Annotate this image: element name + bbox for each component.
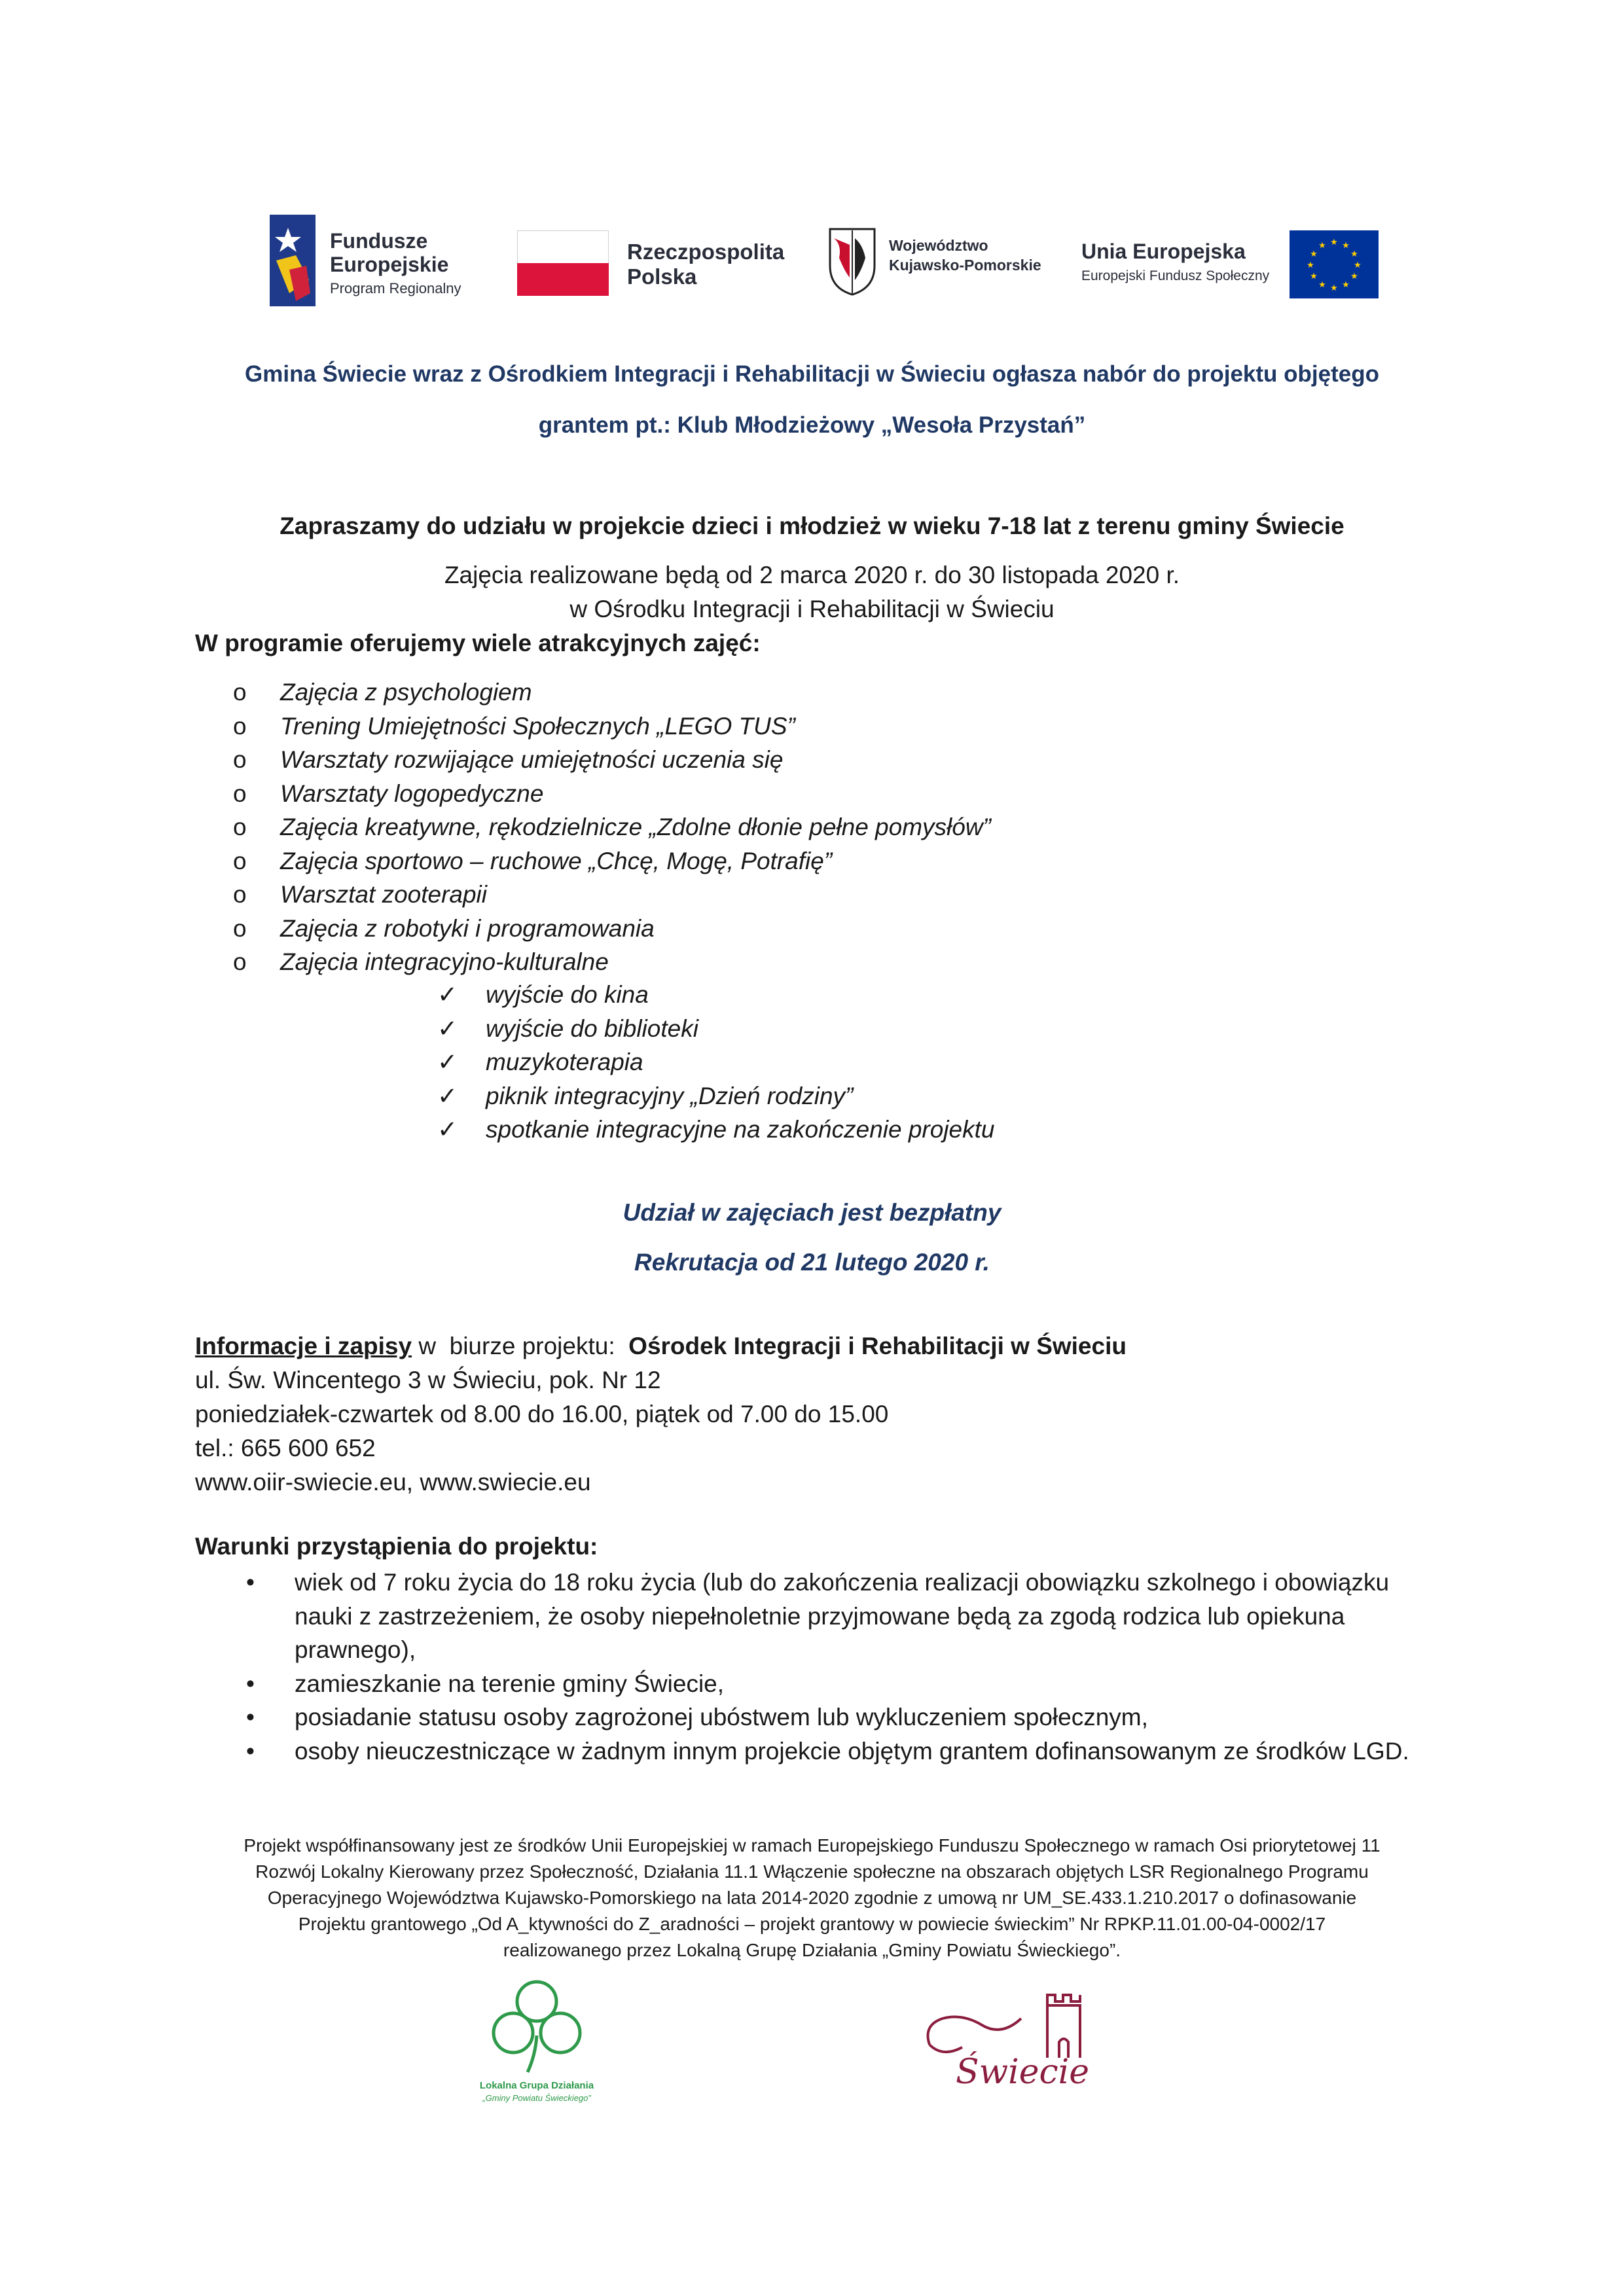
funding-footer <box>183 1833 1441 1964</box>
dates-text: Zajęcia realizowane będą od 2 marca 2020 r. do 30 listopada 2020 r. <box>444 562 1180 588</box>
fe-line3: Program Regionalny <box>330 280 461 296</box>
list-item: • osoby nieuczestniczące w żadnym innym projekcie objętym grantem dofinansowanym ze środków LGD. <box>246 1734 1424 1768</box>
list-item: • posiadanie statusu osoby zagrożonej ubóstwem lub wykluczeniem społecznym, <box>246 1700 1424 1734</box>
list-item: • zamieszkanie na terenie gminy Świecie, <box>246 1667 1424 1701</box>
info-mid: w biurze projektu: <box>412 1333 629 1359</box>
svg-text:★: ★ <box>1342 241 1350 251</box>
header-line-2: grantem pt.: Klub Młodzieżowy „Wesoła Przystań” <box>538 412 1086 438</box>
svg-text:★: ★ <box>1330 283 1338 293</box>
checkmark-icon: ✓ <box>437 1082 458 1109</box>
place-text: w Ośrodku Integracji i Rehabilitacji w Świeciu <box>569 596 1055 622</box>
city-name: Świecie <box>956 2053 1090 2092</box>
ue-line2: Europejski Fundusz Społeczny <box>1081 268 1270 283</box>
footer-line-4: Projektu grantowego „Od A_ktywności do Z_aradności – projekt grantowy w powiecie świeckim” Nr RPKP.11.01.00-04-0002/17 <box>298 1914 1326 1934</box>
ue-line1: Unia Europejska <box>1081 240 1246 263</box>
list-marker: o <box>233 881 247 908</box>
fe-flag-icon <box>270 215 316 306</box>
svg-text:★: ★ <box>1350 272 1358 281</box>
svg-text:★: ★ <box>1310 272 1318 281</box>
list-marker: o <box>233 948 247 975</box>
list-marker: o <box>233 814 247 840</box>
checkmark-icon: ✓ <box>437 1049 458 1075</box>
fe-line2: Europejskie <box>330 253 449 276</box>
logo-rzeczpospolita-polska <box>517 230 792 296</box>
logo-unia-europejska <box>1081 230 1382 298</box>
svg-text:★: ★ <box>1310 249 1318 259</box>
castle-scroll-icon <box>916 1979 1100 2064</box>
logo-swiecie <box>916 1979 1100 2104</box>
list-marker: o <box>233 847 247 874</box>
svg-text:★: ★ <box>1318 241 1326 251</box>
checkmark-icon: ✓ <box>437 1116 458 1143</box>
footer-line-1: Projekt współfinansowany jest ze środków Unii Europejskiej w ramach Europejskiego Funduszu Społecznego w ramach Osi priorytetowej 11 <box>244 1835 1380 1856</box>
footer-line-5: realizowanego przez Lokalną Grupę Działania „Gminy Powiatu Świeckiego”. <box>503 1940 1121 1960</box>
footer-line-2: Rozwój Lokalny Kierowany przez Społeczność, Działania 11.1 Włączenie społeczne na obszarach objętych LSR Regionalnego Programu <box>255 1861 1369 1882</box>
svg-text:★: ★ <box>1350 249 1358 259</box>
kp-line1: Województwo <box>889 237 988 254</box>
conditions-heading: Warunki przystąpienia do projektu: <box>195 1533 598 1560</box>
fe-line1: Fundusze <box>330 229 428 253</box>
kp-line2: Kujawsko-Pomorskie <box>889 257 1041 274</box>
lgd-line-2: „Gminy Powiatu Świeckiego” <box>482 2093 591 2103</box>
svg-text:★: ★ <box>1330 238 1338 247</box>
svg-text:★: ★ <box>1342 280 1350 290</box>
info-line <box>195 1333 1127 1360</box>
clover-icon <box>484 1977 589 2075</box>
bullet-marker: • <box>246 1670 255 1697</box>
free-note: Udział w zajęciach jest bezpłatny <box>623 1199 1001 1226</box>
coat-of-arms-icon <box>826 225 878 297</box>
svg-text:★: ★ <box>1307 260 1314 270</box>
list-marker: o <box>233 780 247 807</box>
invite-text: Zapraszamy do udziału w projekcie dzieci i młodzież w wieku 7-18 lat z terenu gminy Świecie <box>280 512 1344 539</box>
phone-text: tel.: 665 600 652 <box>195 1435 376 1462</box>
rp-line1: Rzeczpospolita <box>627 240 785 264</box>
info-label: Informacje i zapisy <box>195 1333 412 1359</box>
footer-line-3: Operacyjnego Województwa Kujawsko-Pomorskiego na lata 2014-2020 zgodnie z umową nr UM_SE.433.1.210.2017 o dofinasowanie <box>267 1888 1357 1908</box>
lgd-line-1: Lokalna Grupa Działania <box>479 2080 594 2091</box>
list-marker: o <box>233 746 247 773</box>
svg-text:★: ★ <box>1318 280 1326 290</box>
program-heading: W programie oferujemy wiele atrakcyjnych zajęć: <box>195 630 761 656</box>
recruitment-date: Rekrutacja od 21 lutego 2020 r. <box>634 1249 990 1276</box>
bullet-marker: • <box>246 1569 255 1596</box>
conditions-list <box>246 1566 1424 1768</box>
logo-lgd <box>452 1977 622 2108</box>
rp-line2: Polska <box>627 264 697 289</box>
list-marker: o <box>233 679 247 706</box>
hours-text: poniedziałek-czwartek od 8.00 do 16.00, piątek od 7.00 do 15.00 <box>195 1401 889 1427</box>
header-line-1: Gmina Świecie wraz z Ośrodkiem Integracji i Rehabilitacji w Świeciu ogłasza nabór do projektu objętego <box>245 361 1379 387</box>
svg-text:★: ★ <box>1354 260 1362 270</box>
eu-flag-icon <box>1290 230 1379 298</box>
checkmark-icon: ✓ <box>437 1014 458 1042</box>
list-item: • wiek od 7 roku życia do 18 roku życia (lub do zakończenia realizacji obowiązku szkolnego i obowiązku nauki z zastrzeżeniem, że osoby niepełnoletnie przyjmowane będą za zgodą rodzica lub opiekuna prawnego), <box>246 1566 1424 1667</box>
checkmark-icon: ✓ <box>437 981 458 1008</box>
list-marker: o <box>233 914 247 942</box>
address-text: ul. Św. Wincentego 3 w Świeciu, pok. Nr 12 <box>195 1367 661 1393</box>
bullet-marker: • <box>246 1704 255 1731</box>
logo-fundusze-europejskie <box>270 215 466 306</box>
website-links: www.oiir-swiecie.eu, www.swiecie.eu <box>195 1469 591 1496</box>
logo-kujawsko-pomorskie <box>826 225 1042 301</box>
info-org: Ośrodek Integracji i Rehabilitacji w Świeciu <box>628 1333 1127 1359</box>
bullet-marker: • <box>246 1737 255 1765</box>
polish-flag-icon <box>517 230 609 296</box>
list-marker: o <box>233 712 247 740</box>
